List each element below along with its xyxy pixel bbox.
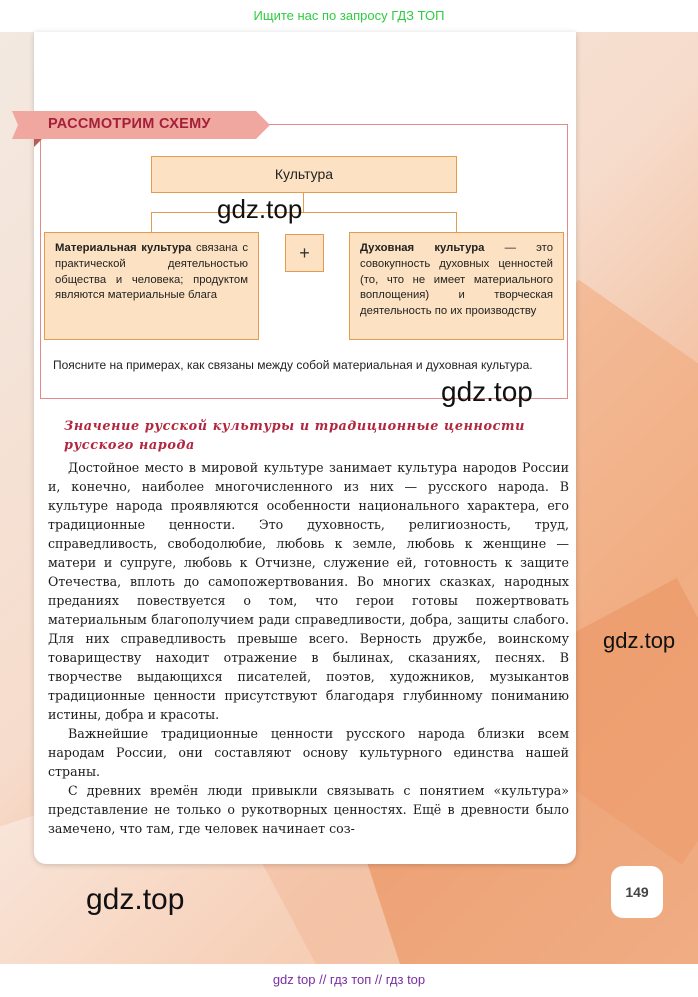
watermark: gdz.top (603, 628, 676, 653)
top-banner[interactable]: Ищите нас по запросу ГДЗ ТОП (0, 0, 698, 32)
schema-label-fold (34, 139, 42, 147)
bottom-links-bar[interactable]: gdz top // гдз топ // гдз top (0, 964, 698, 997)
connector-line (151, 212, 152, 232)
material-culture-title: Материальная культура (55, 242, 192, 254)
page-number: 149 (611, 866, 663, 918)
connector-line (456, 212, 457, 232)
watermark: gdz.top (441, 376, 533, 407)
spiritual-culture-box (349, 232, 564, 340)
spiritual-culture-title: Духовная культура (360, 242, 485, 254)
body-text (48, 458, 569, 838)
paragraph: С древних времён люди привыкли связывать с понятием «культура» представление не только о рукотворных ценностях. Ещё в древности было замечено, что там, где человек начинает соз- (48, 783, 569, 836)
watermark: gdz.top (86, 883, 185, 916)
plus-box: + (285, 234, 324, 272)
material-culture-box (44, 232, 259, 340)
schema-label: РАССМОТРИМ СХЕМУ (48, 116, 211, 132)
spiritual-culture-text: — это совокупность духовных ценностей (то, что не имеет материального воплощения) и творческая деятельность по их производству (360, 242, 553, 318)
culture-box: Культура (151, 156, 457, 193)
section-heading: Значение русской культуры и традиционные ценности русского народа (64, 419, 526, 453)
paragraph: Достойное место в мировой культуре занимает культура народов России и, конечно, наиболее многочисленного из них — русского народа. В культуре народа проявляются особенности национального характера, его традиционные ценности. Это духовность, религиозность, труд, справедливость, свободолюбие, любовь к земле, любовь к женщине — матери и супруге, любовь к Отчизне, служение ей, готовность к защите Отечества, вплоть до самопожертвования. Во многих сказках, народных преданиях повествуется о том, что герои готовы пожертвовать материальным благополучием ради справедливости, добра, защиты слабого. Для них справедливость превыше всего. Верность дружбе, воинскому товариществу находит отражение в былинах, сказаниях, песнях. В творчестве выдающихся писателей, поэтов, художников, музыкантов традиционные ценности присутствуют благодаря глубинному пониманию истины, добра и красоты. (48, 460, 569, 722)
connector-line (303, 193, 304, 212)
connector-line (151, 212, 457, 213)
schema-question: Поясните на примерах, как связаны между собой материальная и духовная культура. (53, 358, 533, 372)
paragraph: Важнейшие традиционные ценности русского народа близки всем народам России, они составляют основу культурного единства нашей страны. (48, 726, 569, 779)
watermark: gdz.top (217, 194, 303, 224)
material-culture-text: связана с практической деятельностью общества и человека; продуктом являются материальные блага (55, 242, 248, 302)
